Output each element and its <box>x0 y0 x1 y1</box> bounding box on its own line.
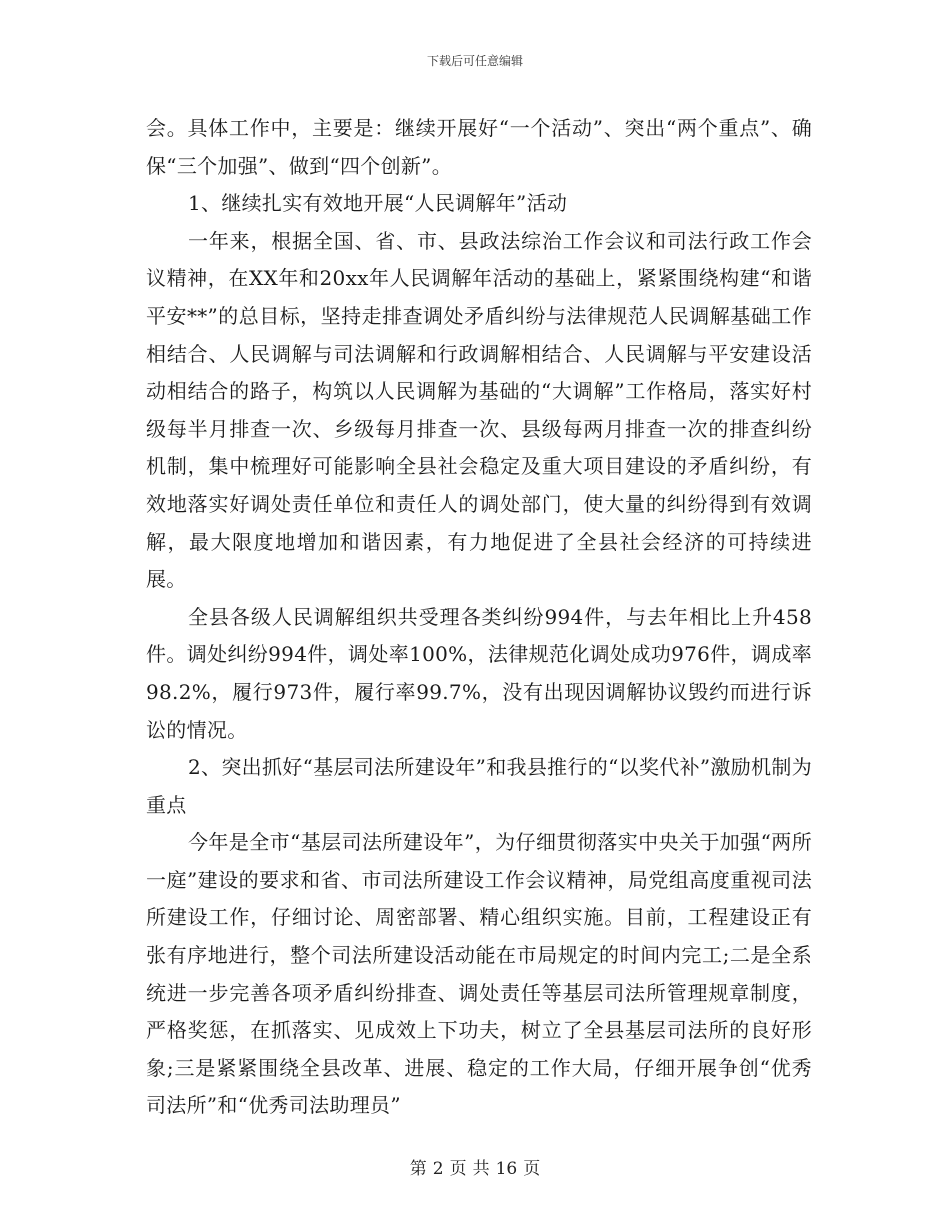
body-paragraph-judicial-office: 今年是全市“基层司法所建设年”，为仔细贯彻落实中央关于加强“两所一庭”建设的要求和省、市司法所建设工作会议精神，局党组高度重视司法所建设工作，仔细讨论、周密部署、精心组织实施。目前，工程建设正有张有序地进行，整个司法所建设活动能在市局规定的时间内完工;二是全系统进一步完善各项矛盾纠纷排查、调处责任等基层司法所管理规章制度，严格奖惩，在抓落实、见成效上下功夫，树立了全县基层司法所的良好形象;三是紧紧围绕全县改革、进展、稳定的工作大局，仔细开展争创“优秀司法所”和“优秀司法助理员” <box>146 830 812 1118</box>
footer-label-page: 第 <box>409 1159 427 1179</box>
page-header-note: 下载后可任意编辑 <box>426 54 523 68</box>
body-paragraph-mediation-statistics: 全县各级人民调解组织共受理各类纠纷994件，与去年相比上升458件。调处纠纷994件，调处率100%，法律规范化调处成功976件，调成率98.2%，履行973件，履行率99.7%，没有出现因调解协议毁约而进行诉讼的情况。 <box>146 604 812 742</box>
section-heading-1: 1、继续扎实有效地开展“人民调解年”活动 <box>188 191 568 216</box>
footer-current-page: 2 <box>432 1159 444 1179</box>
body-paragraph-continuation: 会。具体工作中，主要是：继续开展好“一个活动”、突出“两个重点”、确保“三个加强”、做到“四个创新”。 <box>146 116 812 178</box>
footer-label-total: 共 <box>472 1159 490 1179</box>
footer-label-unit: 页 <box>449 1159 467 1179</box>
footer-label-unit-end: 页 <box>523 1159 541 1179</box>
section-heading-2: 2、突出抓好“基层司法所建设年”和我县推行的“以奖代补”激励机制为重点 <box>146 755 812 817</box>
page-number-footer <box>0 1154 950 1179</box>
body-paragraph-mediation-overview: 一年来，根据全国、省、市、县政法综治工作会议和司法行政工作会议精神，在XX年和20xx年人民调解年活动的基础上，紧紧围绕构建“和谐平安**”的总目标，坚持走排查调处矛盾纠纷与法律规范人民调解基础工作相结合、人民调解与司法调解和行政调解相结合、人民调解与平安建设活动相结合的路子，构筑以人民调解为基础的“大调解”工作格局，落实好村级每半月排查一次、乡级每月排查一次、县级每两月排查一次的排查纠纷机制，集中梳理好可能影响全县社会稳定及重大项目建设的矛盾纠纷，有效地落实好调处责任单位和责任人的调处部门，使大量的纠纷得到有效调解，最大限度地增加和谐因素，有力地促进了全县社会经济的可持续进展。 <box>146 228 812 592</box>
document-body <box>146 110 812 1125</box>
footer-total-pages: 16 <box>495 1159 518 1179</box>
